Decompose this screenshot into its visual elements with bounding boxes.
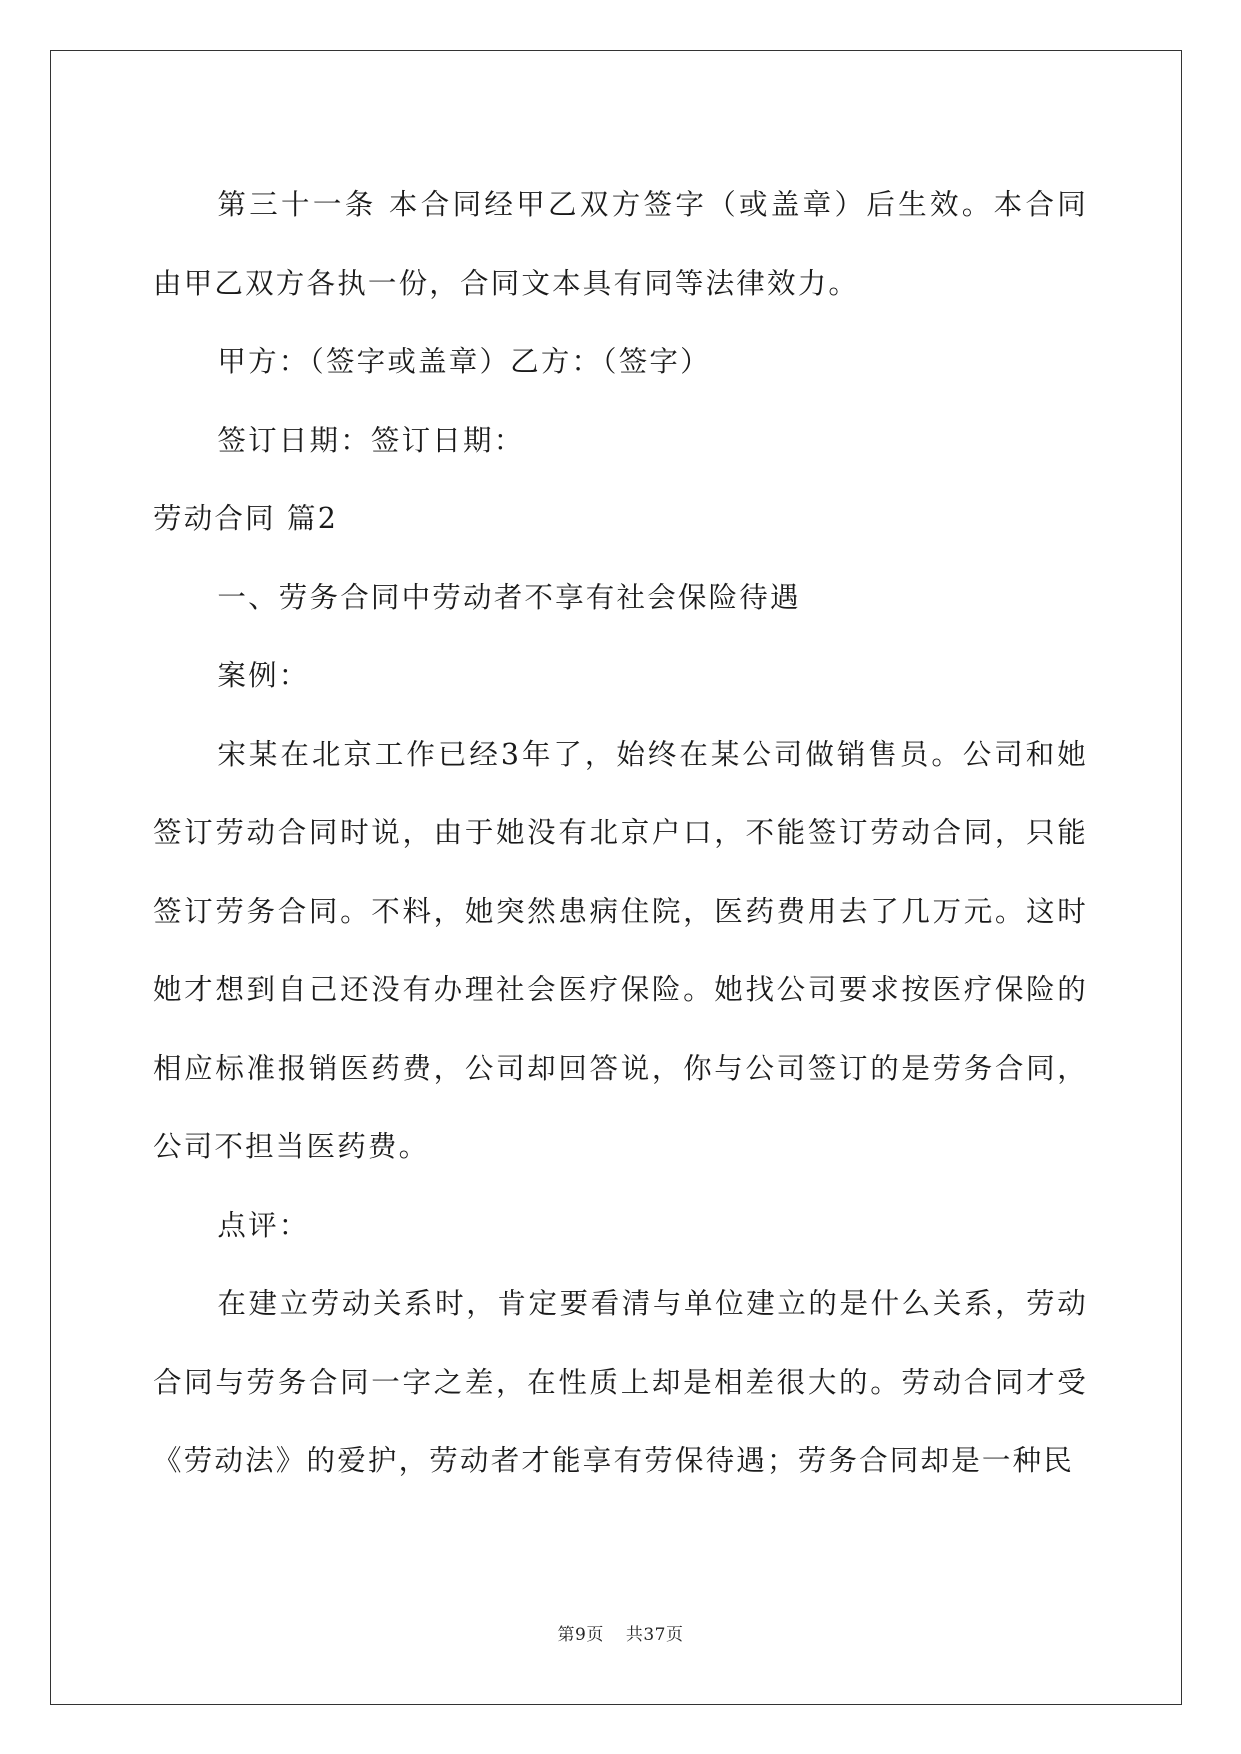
paragraph-article-31: 第三十一条 本合同经甲乙双方签字（或盖章）后生效。本合同由甲乙双方各执一份，合同文本具有同等法律效力。 — [153, 188, 1088, 300]
paragraph-sign-dates: 签订日期：签订日期： — [217, 423, 525, 457]
paragraph-comment-body: 在建立劳动关系时，肯定要看清与单位建立的是什么关系，劳动合同与劳务合同一字之差，在性质上却是相差很大的。劳动合同才受《劳动法》的爱护，劳动者才能享有劳保待遇；劳务合同却是一种民 — [153, 1287, 1088, 1477]
page-footer — [0, 1620, 1241, 1645]
paragraph-subheading: 一、劳务合同中劳动者不享有社会保险待遇 — [217, 580, 801, 614]
paragraph-comment-label: 点评： — [217, 1208, 310, 1242]
document-body — [153, 166, 1088, 1501]
paragraph-case-body: 宋某在北京工作已经3年了，始终在某公司做销售员。公司和她签订劳动合同时说，由于她没有北京户口，不能签订劳动合同，只能签订劳务合同。不料，她突然患病住院，医药费用去了几万元。这时她才想到自己还没有办理社会医疗保险。她找公司要求按医疗保险的相应标准报销医药费，公司却回答说，你与公司签订的是劳务合同，公司不担当医药费。 — [153, 737, 1088, 1163]
paragraph-case-label: 案例： — [217, 659, 310, 692]
total-page-count: 共37页 — [625, 1625, 684, 1645]
paragraph-signatures: 甲方：（签字或盖章）乙方：（签字） — [217, 345, 711, 378]
section-heading: 劳动合同 篇2 — [153, 502, 339, 535]
current-page-number: 第9页 — [557, 1625, 604, 1645]
